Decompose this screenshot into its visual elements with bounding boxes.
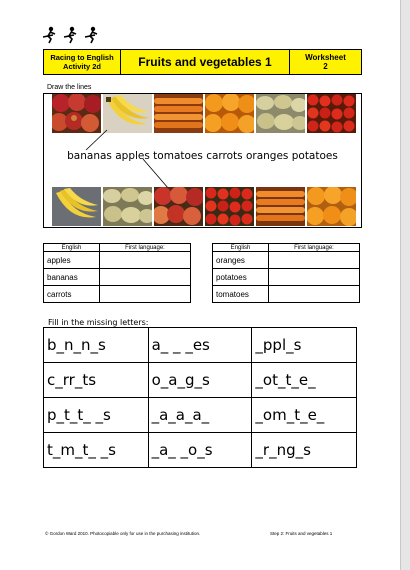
missing-letters-cell[interactable]: _ot_t_e_ (252, 363, 357, 398)
matching-instruction: Draw the lines (47, 84, 92, 91)
first-language-field[interactable] (269, 252, 360, 269)
grid-row (44, 398, 357, 433)
worksheet-line-2: 2 (323, 62, 328, 71)
series-line-1: Racing to English (50, 53, 114, 62)
vocab-word: tomatoes (213, 286, 269, 303)
vocab-word: potatoes (213, 269, 269, 286)
page-label-footer: Step 2: Fruits and vegetables 1 (270, 531, 333, 536)
vocab-word: bananas (44, 269, 100, 286)
worksheet-header (43, 49, 362, 75)
series-line-2: Activity 2d (63, 62, 101, 71)
copyright-footer: © Gordon Ward 2010. Photocopiable only for use in the purchasing institution. (45, 531, 201, 536)
first-language-field[interactable] (100, 286, 191, 303)
missing-letters-grid (43, 327, 357, 468)
vocab-word: apples (44, 252, 100, 269)
worksheet-number (290, 50, 361, 74)
series-label (44, 50, 121, 74)
bottom-image-row (52, 187, 356, 226)
missing-letters-cell[interactable]: _r_ng_s (252, 433, 357, 468)
grid-row (44, 328, 357, 363)
col-first-language-header: First language: (100, 244, 191, 252)
potatoes-photo (103, 187, 152, 226)
matching-exercise (43, 93, 362, 228)
word-bank: bananas apples tomatoes carrots oranges potatoes (67, 150, 338, 162)
first-language-field[interactable] (269, 269, 360, 286)
match-line-bananas (86, 130, 107, 150)
missing-letters-instruction: Fill in the missing letters: (48, 318, 149, 327)
grid-row (44, 363, 357, 398)
runner-icon (61, 26, 80, 44)
vocab-word: carrots (44, 286, 100, 303)
oranges-photo (307, 187, 356, 226)
missing-letters-cell[interactable]: a_ _ _es (148, 328, 252, 363)
runner-icon (40, 26, 59, 44)
missing-letters-cell[interactable]: b_n_n_s (44, 328, 149, 363)
col-english-header: English (213, 244, 269, 252)
first-language-field[interactable] (269, 286, 360, 303)
apples-photo (154, 187, 203, 226)
missing-letters-cell[interactable]: t_m_t_ _s (44, 433, 149, 468)
grid-row (44, 433, 357, 468)
tomatoes-photo (205, 187, 254, 226)
bananas-photo (52, 187, 101, 226)
col-english-header: English (44, 244, 100, 252)
vocab-table-left (43, 243, 191, 303)
missing-letters-cell[interactable]: c_rr_ts (44, 363, 149, 398)
runners-logo (40, 26, 101, 44)
viewer-background (401, 0, 410, 570)
vocab-word: oranges (213, 252, 269, 269)
missing-letters-cell[interactable]: _om_t_e_ (252, 398, 357, 433)
missing-letters-cell[interactable]: _a_ _o_s (148, 433, 252, 468)
runner-icon (82, 26, 101, 44)
first-language-field[interactable] (100, 269, 191, 286)
first-language-field[interactable] (100, 252, 191, 269)
page-title: Fruits and vegetables 1 (121, 50, 290, 74)
col-first-language-header: First language: (269, 244, 360, 252)
missing-letters-cell[interactable]: p_t_t_ _s (44, 398, 149, 433)
missing-letters-cell[interactable]: o_a_g_s (148, 363, 252, 398)
missing-letters-cell[interactable]: _ppl_s (252, 328, 357, 363)
missing-letters-cell[interactable]: _a_a_a_ (148, 398, 252, 433)
worksheet-line-1: Worksheet (305, 53, 346, 62)
vocab-table-right (212, 243, 360, 303)
carrots-photo (256, 187, 305, 226)
